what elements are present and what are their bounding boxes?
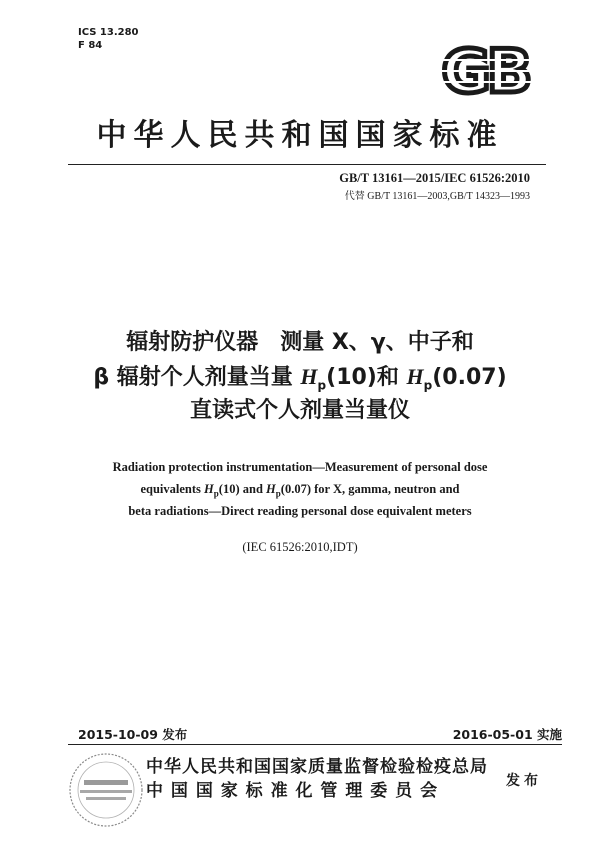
ics-code: ICS 13.280 [78, 27, 139, 38]
en-title-line-2: equivalents $H_p(10)$ and $H_p(0.07)$ for X, gamma, neutron and [140, 482, 460, 499]
adoption-note: (IEC 61526:2010,IDT) [242, 540, 358, 554]
gb-logo-text: GB [441, 40, 529, 100]
standard-number: GB/T 13161—2015/IEC 61526:2010 [339, 171, 530, 185]
issuer-line-2: 中 国 国 家 标 准 化 管 理 委 员 会 [146, 781, 439, 801]
footer-rule [68, 744, 562, 745]
issuer-line-1: 中华人民共和国国家质量监督检验检疫总局 [146, 757, 488, 777]
cn-title-line-3: 直读式个人剂量当量仪 [189, 398, 410, 423]
replaces-note: 代替 GB/T 13161—2003,GB/T 14323—1993 [344, 191, 530, 202]
cn-title-line-2: β 辐射个人剂量当量 $H_p(10)$和 $H_p(0.07)$ [93, 364, 507, 393]
gb-logo [426, 40, 544, 100]
classification-block [78, 26, 139, 52]
publish-label: 发布 [506, 773, 542, 789]
en-title-line-1: Radiation protection instrumentation—Measurement of personal dose [112, 460, 488, 474]
effective-date: 2016-05-01 实施 [452, 727, 562, 742]
issue-date: 2015-10-09 发布 [78, 727, 188, 742]
header-rule [68, 164, 546, 165]
national-standard-title: 中华人民共和国国家标准 [96, 119, 504, 152]
stamp-seal [66, 750, 146, 830]
en-title-line-3: beta radiations—Direct reading personal dose equivalent meters [128, 504, 472, 518]
cn-title-line-1: 辐射防护仪器 测量 X、γ、中子和 [126, 330, 474, 355]
category-code: F 84 [78, 40, 103, 51]
